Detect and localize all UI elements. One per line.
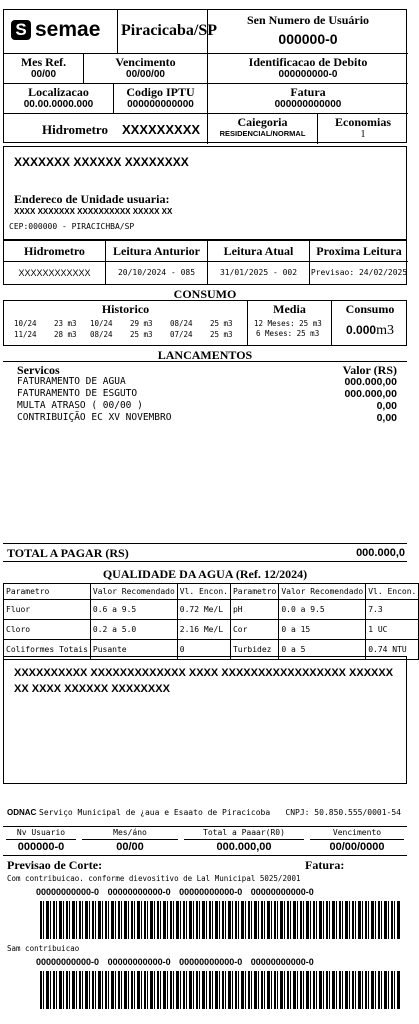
stub-column-value: 000000-0 bbox=[17, 841, 65, 853]
qualidade-cell: Turbidez bbox=[230, 640, 278, 660]
qualidade-table bbox=[3, 583, 419, 660]
barcode-com-contribuicao bbox=[40, 901, 400, 939]
historico-cell-value: 11/24 bbox=[14, 330, 37, 339]
vencimento-cell: Vencimento 00/00/00 bbox=[84, 54, 208, 84]
economias-value: 1 bbox=[360, 129, 366, 140]
categoria-cell: Caiegoria RESIDENCIAL/NORMAL bbox=[208, 114, 318, 144]
stub-column bbox=[307, 827, 407, 855]
ident-debito-value: 000000000-0 bbox=[278, 69, 338, 80]
total-value: 000.000,0 bbox=[356, 547, 405, 559]
servicos-label: Servicos bbox=[17, 363, 60, 377]
qualidade-cell: 0.74 NTU bbox=[366, 640, 419, 660]
brand-cell bbox=[4, 10, 118, 54]
mes-ref-cell: Mes Ref. 00/00 bbox=[4, 54, 84, 84]
city-name: Piracicaba/SP bbox=[121, 22, 217, 39]
barcode-sem-contribuicao bbox=[40, 971, 400, 1009]
hidrometro-value: XXXXXXXXX bbox=[122, 122, 201, 137]
consumo-cell: Consumo 0.000m3 bbox=[345, 302, 395, 338]
lancamentos-title: LANCAMENTOS bbox=[157, 348, 253, 362]
lancamento-item bbox=[17, 376, 397, 388]
user-number-value: 000000-0 bbox=[278, 31, 338, 47]
iptu-value: 000000000000 bbox=[127, 99, 194, 110]
historico-cell: Historico 10/24 23 m3 10/24 29 m3 08/24 25 m3 11/24 28 m3 08/24 25 m3 07/24 25 m3 bbox=[4, 301, 248, 345]
mes-ref-value: 00/00 bbox=[30, 69, 57, 80]
iptu-cell: Codigo IPTU 000000000000 bbox=[114, 84, 208, 114]
vencimento-value: 00/00/00 bbox=[126, 69, 165, 80]
header-grid bbox=[3, 9, 407, 143]
historico-cell-value: 29 m3 bbox=[130, 319, 153, 328]
reading-atual-value: 31/01/2025 - 002 bbox=[219, 268, 298, 277]
qualidade-cell: 0.6 a 9.5 bbox=[90, 600, 177, 620]
org-logo: ODNAC bbox=[7, 808, 37, 817]
valor-label: Valor (RS) bbox=[342, 363, 397, 377]
stub-column bbox=[181, 827, 307, 855]
total-row bbox=[3, 543, 407, 562]
qualidade-cell: 0 a 15 bbox=[279, 620, 366, 640]
qualidade-header: Parametro bbox=[4, 584, 91, 600]
economias-cell: Economias 1 bbox=[318, 114, 408, 144]
codes-line-1: 00000000000-0 00000000000-0 00000000000-0 00000000000-0 bbox=[36, 887, 314, 897]
qualidade-header: Vl. Encon. bbox=[366, 584, 419, 600]
historico-cell-value: 25 m3 bbox=[130, 330, 153, 339]
media-6-meses: 6 Meses: 25 m3 bbox=[256, 329, 320, 338]
city-cell bbox=[118, 10, 217, 54]
qualidade-header-row bbox=[4, 584, 419, 600]
qualidade-cell: 0 a 5 bbox=[279, 640, 366, 660]
user-number-label: Sen Numero de Usuário bbox=[246, 13, 370, 27]
consumo-box bbox=[3, 300, 407, 346]
lancamento-item bbox=[17, 400, 397, 412]
stub-column-label: Mes/áno bbox=[82, 828, 178, 840]
qualidade-cell: pH bbox=[230, 600, 278, 620]
message-text: XXXXXXXXXX XXXXXXXXXXXXX XXXX XXXXXXXXXXXXXXXXX XXXXXX XX XXXX XXXXXX XXXXXXXX bbox=[14, 667, 394, 695]
ident-debito-cell: Identificacao de Debito 000000000-0 bbox=[208, 54, 408, 84]
customer-name: XXXXXXX XXXXXX XXXXXXXX bbox=[14, 155, 189, 169]
stub-summary bbox=[3, 826, 407, 856]
lancamento-name: FATURAMENTO DE AGUA bbox=[17, 376, 126, 387]
consumo-value: 0.000 bbox=[346, 323, 377, 337]
stub-column bbox=[3, 827, 79, 855]
lancamento-value: 0,00 bbox=[376, 412, 397, 424]
qualidade-title: QUALIDADE DA AGUA (Ref. 12/2024) bbox=[102, 567, 308, 581]
historico-cell-value: 23 m3 bbox=[54, 319, 77, 328]
stub-column-label: Total a Paaar(R0) bbox=[184, 828, 304, 840]
qualidade-header: Valor Recomendado bbox=[279, 584, 366, 600]
qualidade-cell: 1 UC bbox=[366, 620, 419, 640]
semae-logo-icon: S bbox=[11, 20, 31, 40]
media-12-meses: 12 Meses: 25 m3 bbox=[254, 319, 322, 328]
lancamentos-box bbox=[3, 361, 407, 541]
qualidade-table-wrap bbox=[3, 583, 417, 660]
codes-line-2: 00000000000-0 00000000000-0 00000000000-0 00000000000-0 bbox=[36, 957, 314, 967]
consumo-unit: m3 bbox=[376, 323, 394, 338]
historico-row bbox=[4, 319, 247, 330]
table-row bbox=[4, 600, 419, 620]
qualidade-cell: Pusante bbox=[90, 640, 177, 660]
consumo-title: CONSUMO bbox=[173, 287, 237, 301]
localizacao-cell: Localizacao 00.00.0000.000 bbox=[4, 84, 114, 114]
lancamento-value: 000.000,00 bbox=[344, 376, 397, 388]
stub-column bbox=[79, 827, 181, 855]
qualidade-header: Parametro bbox=[230, 584, 278, 600]
historico-cell-value: 08/24 bbox=[90, 330, 113, 339]
sem-contribuicao-label: Sam contribuicao bbox=[7, 944, 80, 953]
reading-row: Hidrometro Leitura Anturior Leitura Atual Proxima Leitura XXXXXXXXXXXX 20/10/2024 - 085 31/01/2025 - 002 Previsao: 24/02/2025 bbox=[3, 240, 407, 285]
lancamentos-list bbox=[17, 376, 397, 424]
historico-cell-value: 08/24 bbox=[170, 319, 193, 328]
qualidade-cell: Cloro bbox=[4, 620, 91, 640]
historico-cell-value: 07/24 bbox=[170, 330, 193, 339]
lancamento-value: 0,00 bbox=[376, 400, 397, 412]
stub-column-value: 00/00 bbox=[116, 841, 144, 853]
reading-hidrometro-value: XXXXXXXXXXXX bbox=[18, 268, 91, 278]
historico-cell-value: 25 m3 bbox=[210, 330, 233, 339]
lancamento-name: FATURAMENTO DE ESGUTO bbox=[17, 388, 138, 399]
qualidade-cell: Coliformes Totais bbox=[4, 640, 91, 660]
stub-column-value: 000.000,00 bbox=[216, 841, 272, 853]
table-row bbox=[4, 620, 419, 640]
stub-column-value: 00/00/0000 bbox=[329, 841, 385, 853]
address-box bbox=[3, 146, 407, 240]
hidrometro-cell: Hidrometro XXXXXXXXX bbox=[4, 114, 208, 144]
historico-cell-value: 28 m3 bbox=[54, 330, 77, 339]
org-cnpj: CNPJ: 50.850.555/0001-54 bbox=[285, 808, 401, 817]
lancamento-name: CONTRIBUIÇÃO EC XV NOVEMBRO bbox=[17, 412, 172, 423]
media-cell: Media 12 Meses: 25 m3 6 Meses: 25 m3 bbox=[248, 301, 332, 345]
lancamento-item bbox=[17, 388, 397, 400]
address-street: XXXX XXXXXXX XXXXXXXXXX XXXXX XX bbox=[14, 207, 173, 216]
reading-anterior-value: 20/10/2024 - 085 bbox=[117, 268, 196, 277]
com-contribuicao-label: Com contribuicao. conforme dievositivo de Lal Municipal 5025/2001 bbox=[7, 874, 301, 883]
qualidade-cell: 0.2 a 5.0 bbox=[90, 620, 177, 640]
lancamento-value: 000.000,00 bbox=[344, 388, 397, 400]
fatura-value: 000000000000 bbox=[274, 99, 342, 110]
qualidade-cell: 0.0 a 9.5 bbox=[279, 600, 366, 620]
historico-cell-value: 10/24 bbox=[90, 319, 113, 328]
qualidade-cell: Fluor bbox=[4, 600, 91, 620]
reading-proxima-value: Previsao: 24/02/2025 bbox=[310, 268, 408, 277]
org-name: Serviço Municipal de ¿aua e Esaato de Piracicoba bbox=[39, 808, 271, 817]
qualidade-cell: 0 bbox=[177, 640, 230, 660]
categoria-value: RESIDENCIAL/NORMAL bbox=[219, 129, 306, 138]
stub-header bbox=[3, 806, 407, 822]
qualidade-header: Vl. Encon. bbox=[177, 584, 230, 600]
previsao-label: Previsao de Corte: bbox=[7, 858, 103, 872]
localizacao-value: 00.00.0000.000 bbox=[23, 99, 94, 110]
user-number-cell bbox=[208, 10, 408, 54]
message-box bbox=[3, 656, 407, 784]
fatura-cell: Fatura 000000000000 bbox=[208, 84, 408, 114]
historico-cell-value: 10/24 bbox=[14, 319, 37, 328]
historico-table bbox=[4, 319, 247, 341]
qualidade-cell: 0.72 Me/L bbox=[177, 600, 230, 620]
lancamento-name: MULTA ATRASO ( 00/00 ) bbox=[17, 400, 143, 411]
lancamento-item bbox=[17, 412, 397, 424]
historico-row bbox=[4, 330, 247, 341]
qualidade-cell: 2.16 Me/L bbox=[177, 620, 230, 640]
total-label: TOTAL A PAGAR (RS) bbox=[7, 546, 129, 560]
address-label: Endereco de Unidade usuaria: bbox=[14, 192, 170, 206]
qualidade-header: Valor Recomendado bbox=[90, 584, 177, 600]
address-cep: CEP:000000 - PIRACICHBA/SP bbox=[9, 222, 135, 231]
stub-column-label: Vencimento bbox=[310, 828, 404, 840]
qualidade-cell: Cor bbox=[230, 620, 278, 640]
qualidade-cell: 7.3 bbox=[366, 600, 419, 620]
fatura-stub-label: Fatura: bbox=[305, 858, 345, 872]
stub-column-label: Nv Usuario bbox=[6, 828, 76, 840]
brand-name: semae bbox=[35, 18, 101, 41]
historico-cell-value: 25 m3 bbox=[210, 319, 233, 328]
